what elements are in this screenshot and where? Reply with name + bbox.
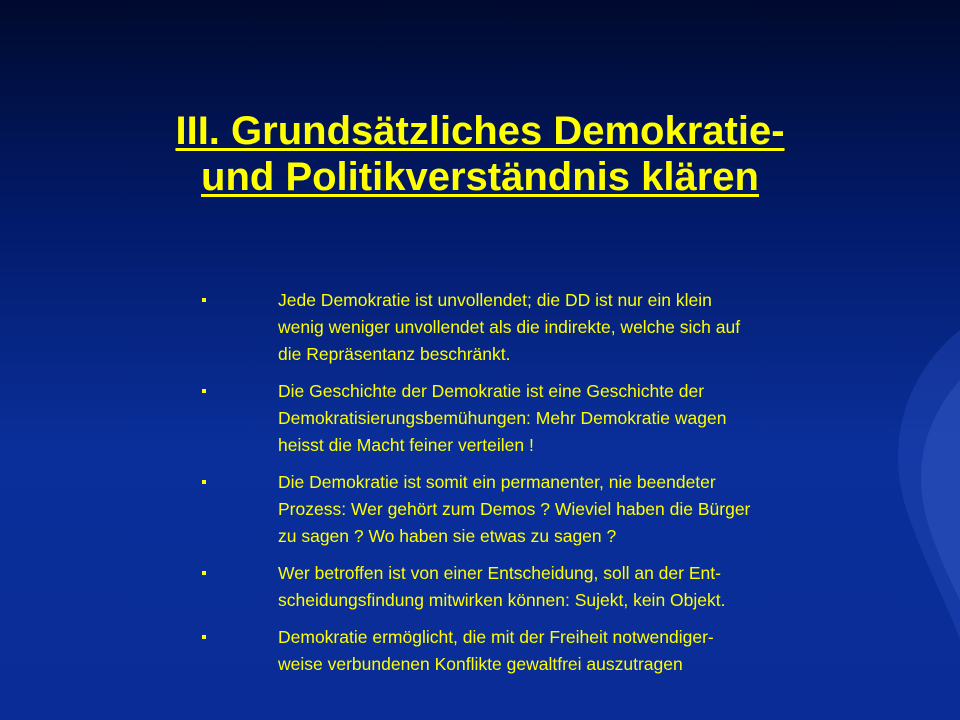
bullet-text-line: wenig weniger unvollendet als die indirekte, welche sich auf: [278, 317, 741, 337]
bullet-text-line: die Repräsentanz beschränkt.: [278, 344, 511, 364]
square-bullet-icon: [202, 298, 206, 302]
bullet-text-line: zu sagen ? Wo haben sie etwas zu sagen ?: [278, 526, 617, 546]
bullet-text-line: scheidungsfindung mitwirken können: Sujekt, kein Objekt.: [278, 590, 726, 610]
bullet-item-4: [200, 560, 890, 614]
bullet-item-1: [200, 287, 890, 368]
square-bullet-icon: [202, 571, 206, 575]
bullet-text-line: Jede Demokratie ist unvollendet; die DD ist nur ein klein: [278, 290, 712, 310]
bullet-text-line: Wer betroffen ist von einer Entscheidung, soll an der Ent-: [278, 563, 721, 583]
square-bullet-icon: [202, 635, 206, 639]
bullet-text-line: heisst die Macht feiner verteilen !: [278, 435, 534, 455]
slide-title: [80, 108, 880, 200]
bullet-text-line: Demokratisierungsbemühungen: Mehr Demokratie wagen: [278, 408, 727, 428]
slide-title-line-1: III. Grundsätzliches Demokratie-: [175, 109, 785, 153]
bullet-item-3: [200, 469, 890, 550]
bullet-text-line: weise verbundenen Konflikte gewaltfrei auszutragen: [278, 654, 683, 674]
square-bullet-icon: [202, 389, 206, 393]
bullet-text-line: Die Geschichte der Demokratie ist eine Geschichte der: [278, 381, 705, 401]
bullet-text-line: Prozess: Wer gehört zum Demos ? Wieviel haben die Bürger: [278, 499, 751, 519]
square-bullet-icon: [202, 480, 206, 484]
bullet-text-line: Demokratie ermöglicht, die mit der Freiheit notwendiger-: [278, 627, 714, 647]
bullet-item-2: [200, 378, 890, 459]
bullet-item-5: [200, 624, 890, 678]
slide-title-line-2: und Politikverständnis klären: [201, 155, 759, 199]
bullet-list: [200, 287, 890, 688]
bullet-text-line: Die Demokratie ist somit ein permanenter, nie beendeter: [278, 472, 716, 492]
